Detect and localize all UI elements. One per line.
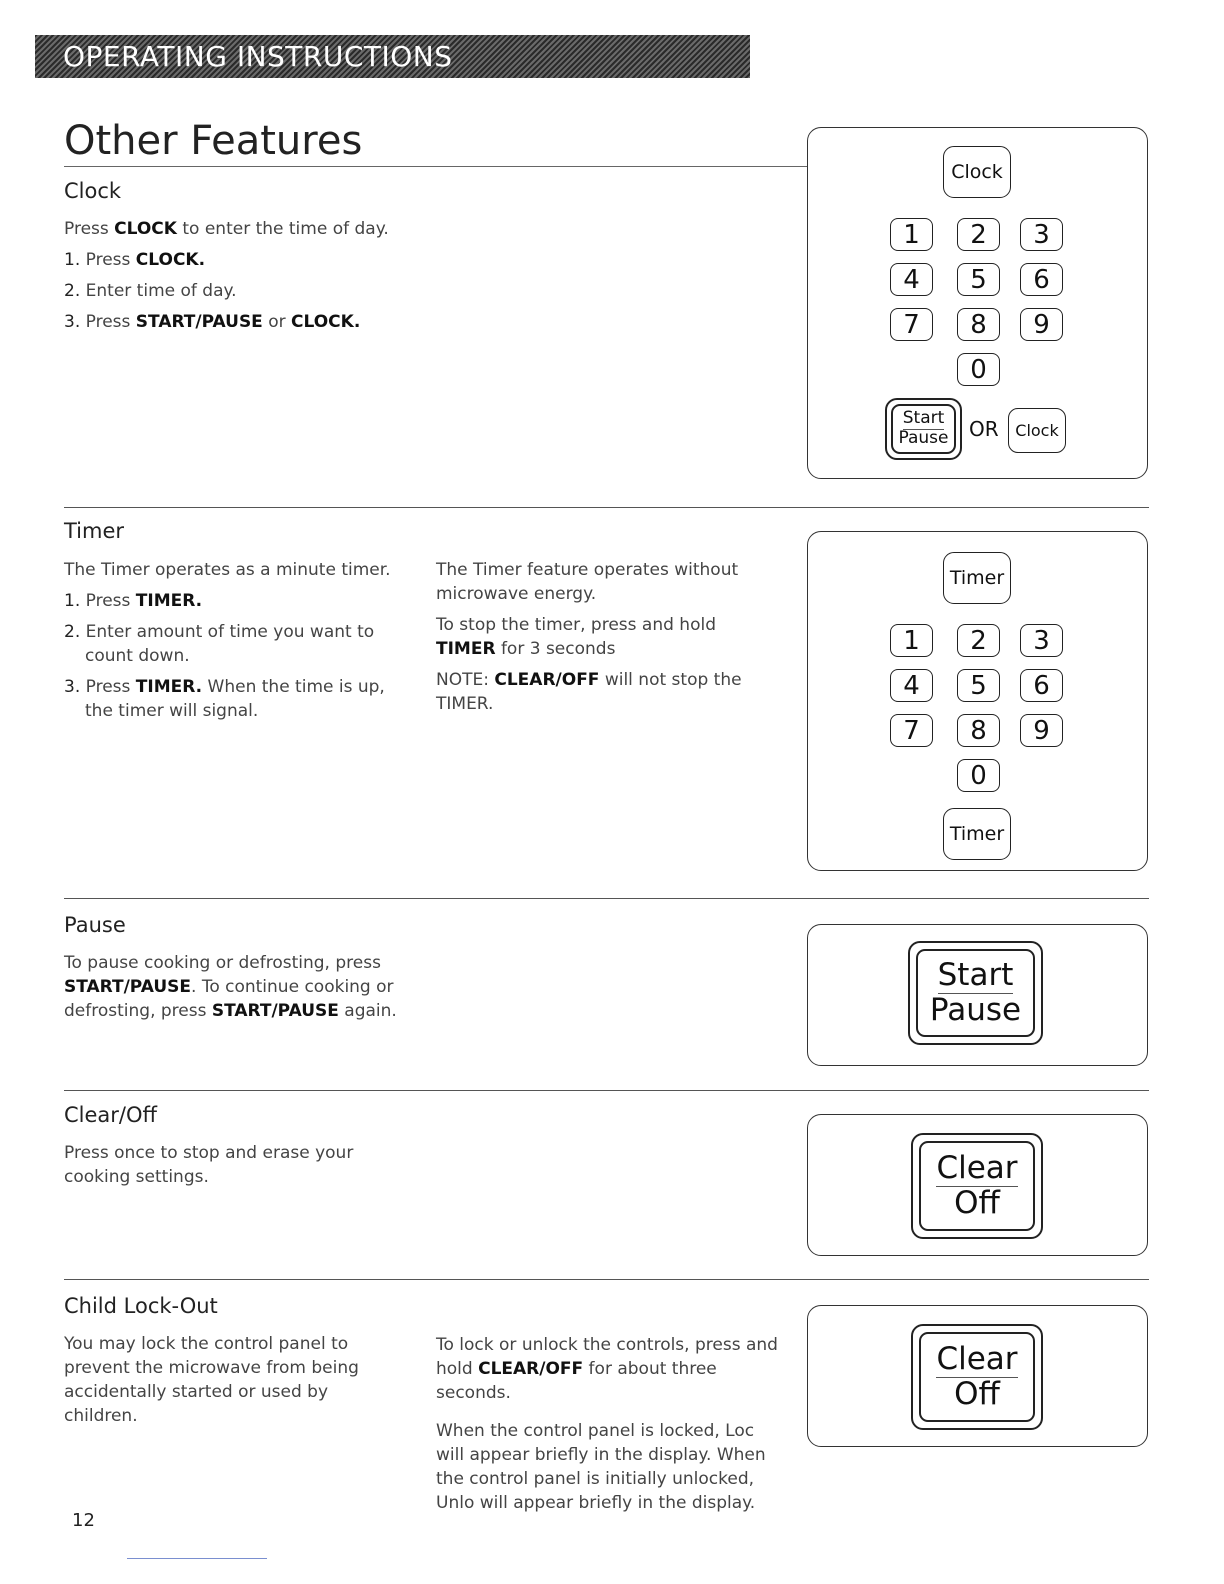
list-item: 2. Enter time of day. [64,281,237,301]
clear-off-panel [807,1114,1148,1256]
timer-steps [64,589,394,723]
key-7[interactable]: 7 [890,308,933,341]
pause-section-title: Pause [64,913,126,937]
key-4[interactable]: 4 [890,669,933,702]
section-divider [64,1279,1149,1280]
page-number: 12 [72,1510,95,1531]
section-divider [64,898,1149,899]
key-2[interactable]: 2 [957,624,1000,657]
clock-steps [64,248,424,334]
child-lock-section-title: Child Lock-Out [64,1294,218,1318]
page-title: Other Features [64,118,363,164]
key-8[interactable]: 8 [957,714,1000,747]
list-item: 1. Press TIMER. [64,591,203,611]
key-1[interactable]: 1 [890,218,933,251]
timer-section-title: Timer [64,519,125,543]
clear-off-key-lock[interactable]: Clear Off [911,1324,1043,1430]
clock-key-alt[interactable]: Clock [1008,408,1066,453]
key-0[interactable]: 0 [957,353,1000,386]
clear-off-key-large[interactable]: Clear Off [911,1133,1043,1239]
timer-note-stop: To stop the timer, press and hold TIMER for 3 seconds [436,615,716,659]
section-banner: OPERATING INSTRUCTIONS [35,35,750,78]
timer-instructions [64,558,394,730]
key-4[interactable]: 4 [890,263,933,296]
key-8[interactable]: 8 [957,308,1000,341]
key-1[interactable]: 1 [890,624,933,657]
clear-off-instructions: Press once to stop and erase your cooking settings. [64,1143,354,1187]
section-divider [64,507,1149,508]
timer-key[interactable]: Timer [943,552,1011,604]
timer-note-energy: The Timer feature operates without microwave energy. [436,560,739,604]
title-rule [64,166,808,167]
child-lock-intro: You may lock the control panel to prevent the microwave from being accidentally started or used by children. [64,1334,359,1426]
list-item: 3. Press TIMER. When the time is up, the timer will signal. [64,677,385,721]
key-6[interactable]: 6 [1020,669,1063,702]
key-9[interactable]: 9 [1020,308,1063,341]
pause-panel [807,924,1148,1066]
section-divider [64,1090,1149,1091]
timer-notes [436,558,761,723]
key-5[interactable]: 5 [957,669,1000,702]
clock-intro: Press CLOCK to enter the time of day. [64,219,389,239]
timer-note-clear: NOTE: CLEAR/OFF will not stop the TIMER. [436,670,742,714]
list-item: 3. Press START/PAUSE or CLOCK. [64,312,361,332]
key-3[interactable]: 3 [1020,624,1063,657]
key-3[interactable]: 3 [1020,218,1063,251]
key-2[interactable]: 2 [957,218,1000,251]
clock-instructions [64,217,424,341]
list-item: 2. Enter amount of time you want to count down. [64,622,375,666]
footer-rule [127,1558,267,1559]
clock-section-title: Clock [64,179,122,203]
key-7[interactable]: 7 [890,714,933,747]
key-9[interactable]: 9 [1020,714,1063,747]
key-0[interactable]: 0 [957,759,1000,792]
clock-key[interactable]: Clock [943,146,1011,198]
or-label: OR [969,417,999,441]
clock-keypad-panel [807,127,1148,479]
timer-key-end[interactable]: Timer [943,808,1011,860]
child-lock-panel [807,1305,1148,1447]
start-pause-key[interactable]: Start Pause [885,398,962,460]
key-5[interactable]: 5 [957,263,1000,296]
timer-keypad-panel [807,531,1148,871]
child-lock-details: To lock or unlock the controls, press and hold CLEAR/OFF for about three seconds. When the control panel is locked, Loc will appear briefly in the display. When the control panel is initially unlocked, Unlo will appear briefly in the display. [436,1335,778,1513]
start-pause-key-large[interactable]: Start Pause [908,941,1043,1045]
pause-instructions: To pause cooking or defrosting, press START/PAUSE. To continue cooking or defrosting, press START/PAUSE again. [64,953,397,1021]
timer-intro: The Timer operates as a minute timer. [64,560,391,580]
list-item: 1. Press CLOCK. [64,250,206,270]
clear-off-section-title: Clear/Off [64,1103,157,1127]
key-6[interactable]: 6 [1020,263,1063,296]
